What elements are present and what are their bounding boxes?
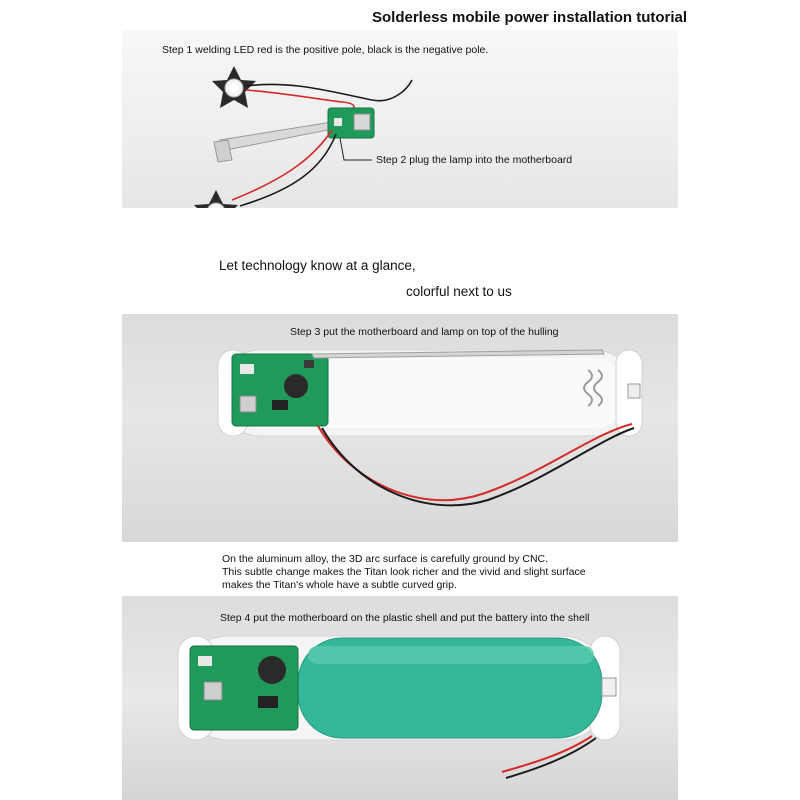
led-star-bottom	[194, 190, 238, 208]
page-title: Solderless mobile power installation tutorial	[372, 9, 688, 26]
tagline-line1: Let technology know at a glance,	[219, 258, 416, 273]
battery-illustration	[122, 596, 678, 800]
description-line-1: On the aluminum alloy, the 3D arc surface is carefully ground by CNC.	[222, 553, 549, 565]
led-wiring-illustration	[122, 30, 678, 208]
step3-label: Step 3 put the motherboard and lamp on top of the hulling	[290, 326, 559, 338]
photo-step1-led-wiring	[122, 30, 678, 208]
battery-pcb	[190, 646, 298, 730]
description-block	[222, 553, 586, 592]
step2-label: Step 2 plug the lamp into the motherboard	[376, 154, 573, 166]
step1-label: Step 1 welding LED red is the positive pole, black is the negative pole.	[162, 44, 489, 56]
tagline-line2: colorful next to us	[406, 284, 512, 299]
photo-step4-battery	[122, 596, 678, 800]
photo-step3-shell	[122, 314, 678, 542]
step4-label: Step 4 put the motherboard on the plastic shell and put the battery into the shell	[220, 612, 590, 624]
led-star-top	[212, 66, 256, 108]
description-line-2: This subtle change makes the Titan look richer and the vivid and slight surface	[222, 566, 586, 578]
description-line-3: makes the Titan's whole have a subtle curved grip.	[222, 579, 457, 591]
shell-pcb	[232, 354, 328, 426]
motherboard-pcb	[328, 108, 374, 138]
shell-illustration	[122, 314, 678, 542]
